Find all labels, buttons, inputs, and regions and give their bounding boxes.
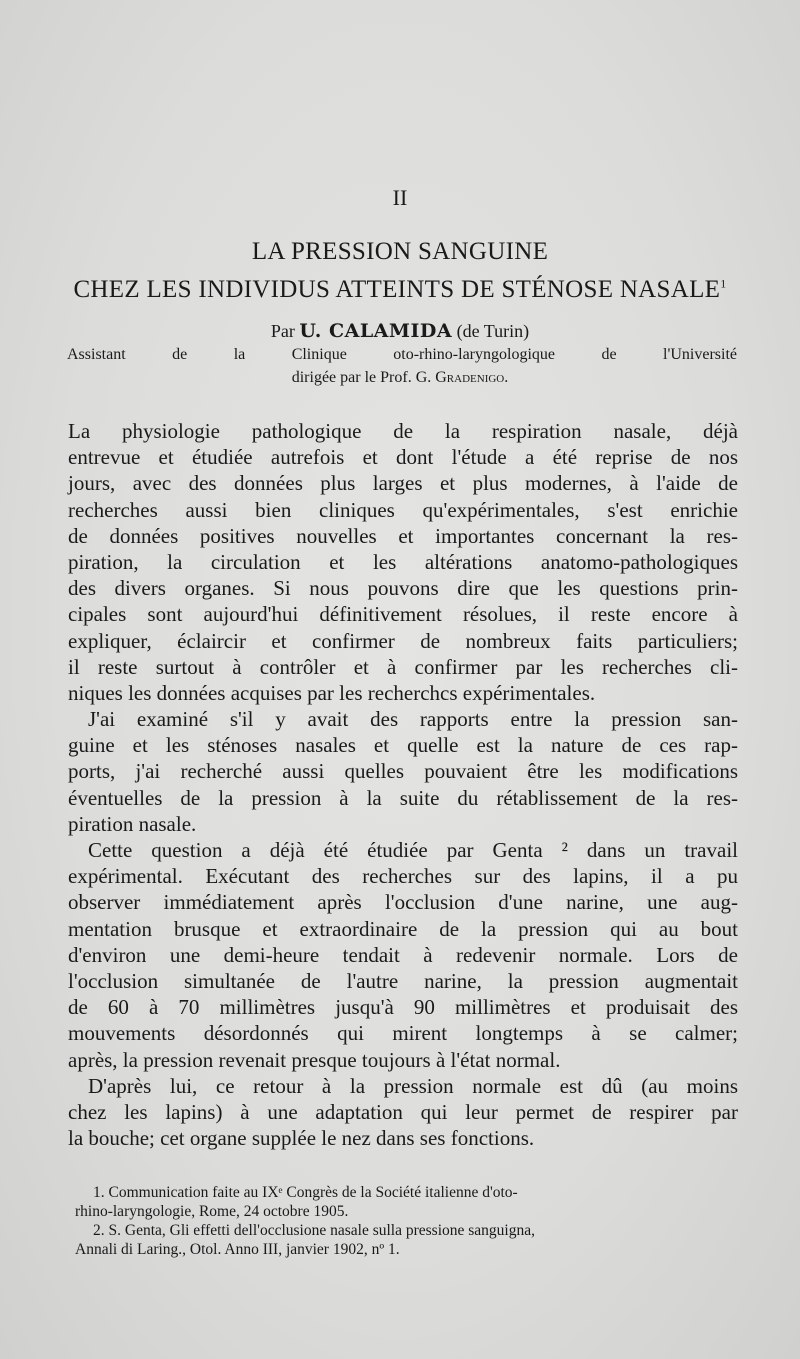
text-line: guine et les sténoses nasales et quelle est la nature de ces rap-: [68, 733, 738, 758]
title-line-2: [0, 276, 800, 304]
text-line: éventuelles de la pression à la suite du rétablissement de la res-: [68, 785, 738, 810]
footnote-line: 1. Communication faite au IXᵉ Congrès de la Société italienne d'oto-: [93, 1184, 518, 1201]
paragraph-3: [68, 837, 738, 1073]
text-line: mentation brusque et extraordinaire de la pression qui au bout: [68, 916, 738, 941]
text-line: expérimental. Exécutant des recherches sur des lapins, il a pu: [68, 864, 738, 889]
text-line: il reste surtout à contrôler et à confirmer par les recherches cli-: [68, 654, 738, 679]
text-line: de 60 à 70 millimètres jusqu'à 90 millimètres et produisait des: [68, 995, 738, 1020]
text-line: D'après lui, ce retour à la pression normale est dû (au moins: [88, 1074, 738, 1098]
text-line: Cette question a déjà été étudiée par Genta ² dans un travail: [88, 838, 738, 862]
title-line-1: [0, 238, 800, 266]
paragraph-2: [68, 706, 738, 837]
text-line: entrevue et étudiée autrefois et dont l'étude a été reprise de nos: [68, 445, 738, 470]
text-line: de données positives nouvelles et importantes concernant la res-: [68, 523, 738, 548]
text-line: La physiologie pathologique de la respiration nasale, déjà: [68, 419, 738, 443]
title-text-2: CHEZ LES INDIVIDUS ATTEINTS DE STÉNOSE NASALE: [73, 276, 721, 303]
text-line: J'ai examiné s'il y avait des rapports entre la pression san-: [88, 707, 738, 731]
author-prefix: Par: [270, 321, 295, 341]
author-line: [0, 320, 800, 342]
text-line: d'environ une demi-heure tendait à redevenir normale. Lors de: [68, 942, 738, 967]
text-line: après, la pression revenait presque toujours à l'état normal.: [68, 1047, 561, 1072]
footnote-line: rhino-laryngologie, Rome, 24 octobre 1905.: [75, 1203, 349, 1220]
title-text-1: LA PRESSION SANGUINE: [251, 238, 549, 265]
text-line: expliquer, éclaircir et confirmer de nombreux faits particuliers;: [68, 628, 738, 653]
text-line: observer immédiatement après l'occlusion d'une narine, une aug-: [68, 890, 738, 915]
text-line: chez les lapins) à une adaptation qui leur permet de respirer par: [68, 1100, 738, 1125]
text-line: ports, j'ai recherché aussi quelles pouvaient être les modifications: [68, 759, 738, 784]
text-line: la bouche; cet organe supplée le nez dans ses fonctions.: [68, 1126, 535, 1151]
chapter-number: II: [392, 185, 408, 210]
text-line: piration nasale.: [68, 811, 197, 836]
text-line: cipales sont aujourd'hui définitivement résolues, il reste encore à: [68, 602, 738, 627]
text-line: l'occlusion simultanée de l'autre narine, la pression augmentait: [68, 969, 738, 994]
text-line: des divers organes. Si nous pouvons dire que les questions prin-: [68, 576, 738, 601]
footnote-line: 2. S. Genta, Gli effetti dell'occlusione nasale sulla pressione sanguigna,: [93, 1222, 535, 1239]
paragraph-1: [68, 418, 738, 706]
affiliation-director-prefix: dirigée par le Prof. G.: [291, 369, 432, 386]
text-line: niques les données acquises par les recherchcs expérimentales.: [68, 681, 596, 706]
text-line: piration, la circulation et les altérations anatomo-pathologiques: [68, 550, 738, 575]
affiliation-director-name: Gradenigo.: [435, 369, 509, 386]
text-line: recherches aussi bien cliniques qu'expérimentales, s'est enrichie: [68, 497, 738, 522]
text-line: mouvements désordonnés qui mirent longtemps à se calmer;: [68, 1021, 738, 1046]
footnote-line: Annali di Laring., Otol. Anno III, janvier 1902, nº 1.: [75, 1241, 400, 1258]
author-affiliation-1: Assistant de la Clinique oto-rhino-laryngologique de l'Université: [67, 346, 737, 363]
text-line: jours, avec des données plus larges et plus modernes, à l'aide de: [68, 471, 738, 496]
author-origin: (de Turin): [456, 321, 530, 341]
title-footnote-mark: 1: [720, 276, 727, 291]
author-affiliation-2: [0, 369, 800, 387]
footnotes: [75, 1183, 740, 1259]
author-name: U. CALAMIDA: [299, 320, 453, 342]
paragraph-4: [68, 1073, 738, 1152]
